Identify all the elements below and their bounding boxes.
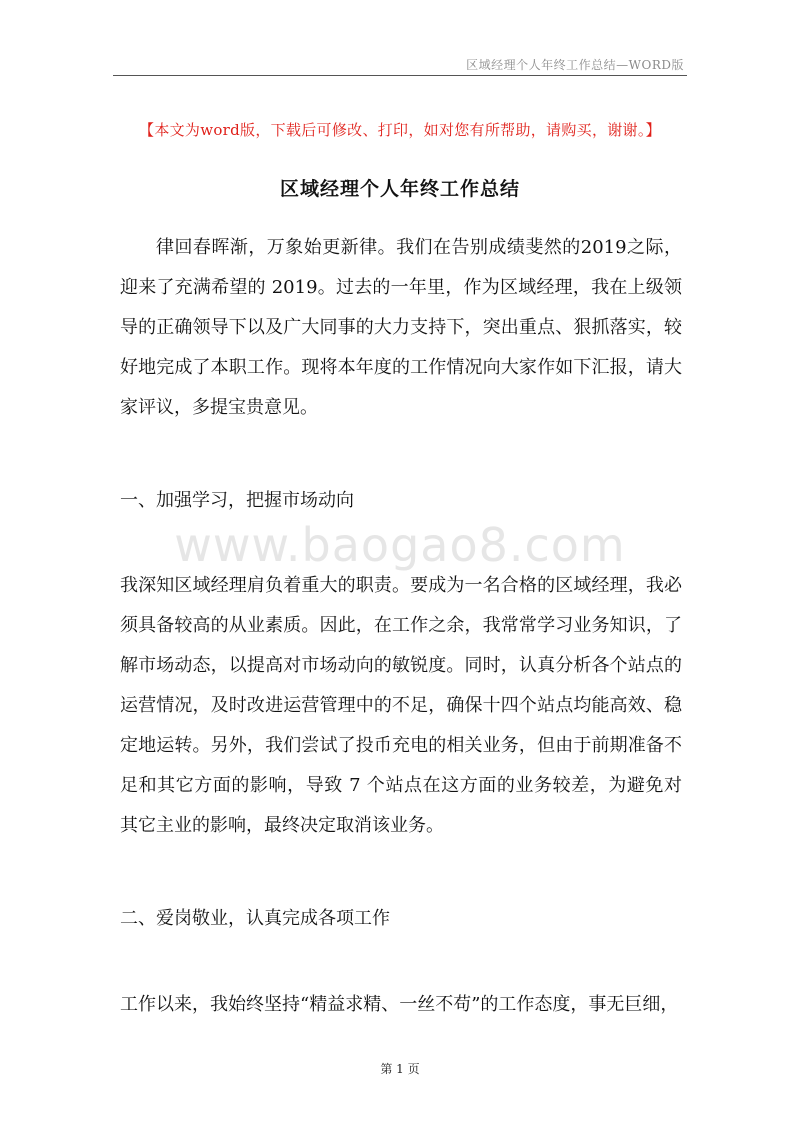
running-header: 区域经理个人年终工作总结—WORD版 — [466, 58, 684, 72]
page-number: 第 1 页 — [380, 1062, 420, 1076]
watermark: www.baogao8.com — [174, 518, 626, 572]
document-title: 区域经理个人年终工作总结 — [279, 178, 520, 200]
section-heading-2: 二、爱岗敬业，认真完成各项工作 — [120, 908, 390, 929]
word-version-notice: 【本文为word版，下载后可修改、打印，如对您有所帮助，请购买，谢谢。】 — [139, 121, 661, 139]
section-heading-1: 一、加强学习，把握市场动向 — [120, 490, 354, 511]
paragraph-intro: 律回春晖渐，万象始更新律。我们在告别成绩斐然的2019之际，迎来了充满希望的 2019。过去的一年里，作为区域经理，我在上级领导的正确领导下以及广大同事的大力支持下，突出重点、狠抓落实，较好地完成了本职工作。现将本年度的工作情况向大家作如下汇报，请大家评议，多提宝贵意见。 — [120, 237, 682, 418]
paragraph-section-1: 我深知区域经理肩负着重大的职责。要成为一名合格的区域经理，我必须具备较高的从业素质。因此，在工作之余，我常常学习业务知识，了解市场动态，以提高对市场动向的敏锐度。同时，认真分析各个站点的运营情况，及时改进运营管理中的不足，确保十四个站点均能高效、稳定地运转。另外，我们尝试了投币充电的相关业务，但由于前期准备不足和其它方面的影响，导致 7 个站点在这方面的业务较差，为避免对其它主业的影响，最终决定取消该业务。 — [120, 575, 682, 836]
header-rule — [113, 75, 687, 76]
paragraph-section-2: 工作以来，我始终坚持“精益求精、一丝不苟”的工作态度，事无巨细， — [120, 994, 679, 1015]
